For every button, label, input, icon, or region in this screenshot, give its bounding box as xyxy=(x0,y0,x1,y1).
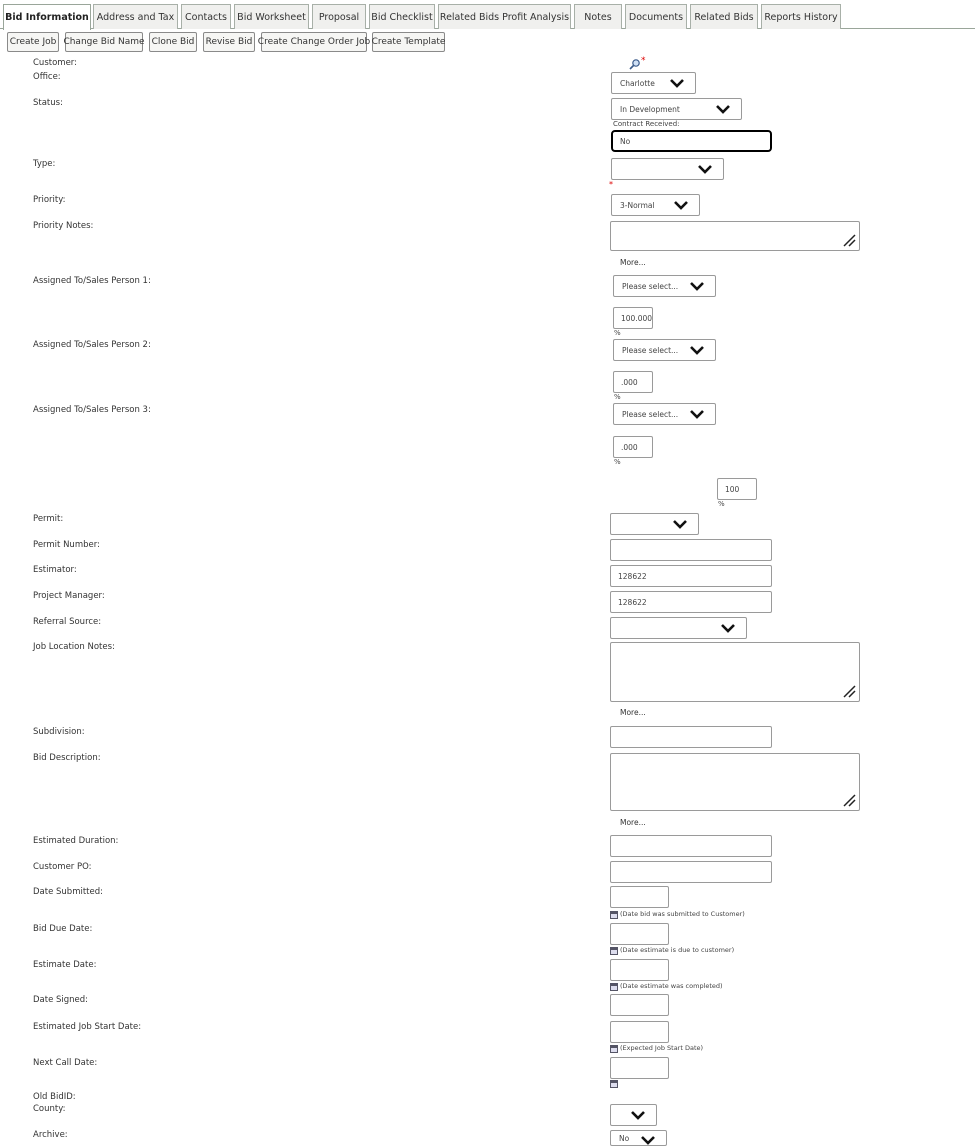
create-change-order-job-button[interactable]: Create Change Order Job xyxy=(261,32,367,52)
bid-due-date-label: Bid Due Date: xyxy=(33,924,93,934)
archive-select[interactable] xyxy=(610,1130,667,1146)
tab-bid-information[interactable]: Bid Information xyxy=(3,4,91,30)
sales-person-3-percent: .000 xyxy=(621,442,638,452)
sales-person-1-percent-input[interactable] xyxy=(613,307,653,329)
sales-person-2-percent: .000 xyxy=(621,377,638,387)
create-template-button[interactable]: Create Template xyxy=(372,32,445,52)
status-value: In Development xyxy=(620,104,680,114)
tab-related-bids-profit-analysis[interactable]: Related Bids Profit Analysis xyxy=(438,4,571,29)
estimator-input[interactable] xyxy=(610,565,772,587)
contract-received-value: No xyxy=(620,136,631,146)
tab-bar xyxy=(0,3,975,29)
old-bidid-label: Old BidID: xyxy=(33,1092,76,1102)
chevron-down-icon xyxy=(669,76,685,90)
priority-notes-textarea[interactable] xyxy=(610,221,860,251)
estimate-date-hint: (Date estimate was completed) xyxy=(620,982,723,990)
contract-received-input[interactable] xyxy=(611,130,772,152)
date-signed-label: Date Signed: xyxy=(33,995,89,1005)
more-link[interactable]: More... xyxy=(620,258,646,267)
contract-received-label: Contract Received: xyxy=(613,120,680,128)
sales-person-1-select[interactable] xyxy=(613,275,716,297)
customer-po-label: Customer PO: xyxy=(33,862,92,872)
resize-grip-icon[interactable] xyxy=(842,684,856,698)
tab-proposal[interactable]: Proposal xyxy=(312,4,366,29)
tab-related-bids[interactable]: Related Bids xyxy=(690,4,758,29)
calendar-icon[interactable] xyxy=(610,983,618,991)
tab-contacts[interactable]: Contacts xyxy=(181,4,231,29)
more-link[interactable]: More... xyxy=(620,708,646,717)
archive-label: Archive: xyxy=(33,1130,68,1140)
priority-notes-label: Priority Notes: xyxy=(33,221,94,231)
estimated-duration-input[interactable] xyxy=(610,835,772,857)
office-value: Charlotte xyxy=(620,78,655,88)
change-bid-name-button[interactable]: Change Bid Name xyxy=(65,32,143,52)
tab-address-and-tax[interactable]: Address and Tax xyxy=(93,4,178,29)
sales-person-2-label: Assigned To/Sales Person 2: xyxy=(33,340,151,350)
more-link[interactable]: More... xyxy=(620,818,646,827)
estimated-job-start-date-hint: (Expected Job Start Date) xyxy=(620,1044,704,1052)
estimator-label: Estimator: xyxy=(33,565,77,575)
sales-person-2-percent-input[interactable] xyxy=(613,371,653,393)
county-label: County: xyxy=(33,1104,66,1114)
subdivision-label: Subdivision: xyxy=(33,727,85,737)
county-select[interactable] xyxy=(610,1104,657,1126)
total-percent-input[interactable] xyxy=(717,478,757,500)
priority-select[interactable] xyxy=(611,194,700,216)
chevron-down-icon xyxy=(720,621,736,635)
permit-label: Permit: xyxy=(33,514,64,524)
project-manager-input[interactable] xyxy=(610,591,772,613)
status-select[interactable] xyxy=(611,98,742,120)
bid-description-textarea[interactable] xyxy=(610,753,860,811)
estimate-date-label: Estimate Date: xyxy=(33,960,97,970)
calendar-icon[interactable] xyxy=(610,1045,618,1053)
date-submitted-input[interactable] xyxy=(610,886,669,908)
chevron-down-icon xyxy=(697,162,713,176)
priority-label: Priority: xyxy=(33,195,66,205)
calendar-icon[interactable] xyxy=(610,1080,618,1088)
sales-person-2-select[interactable] xyxy=(613,339,716,361)
estimated-duration-label: Estimated Duration: xyxy=(33,836,119,846)
priority-value: 3-Normal xyxy=(620,200,655,210)
percent-sign: % xyxy=(614,329,621,337)
required-marker: * xyxy=(609,180,613,189)
revise-bid-button[interactable]: Revise Bid xyxy=(203,32,255,52)
permit-number-input[interactable] xyxy=(610,539,772,561)
archive-value: No xyxy=(619,1133,630,1143)
project-manager-value: 128622 xyxy=(618,597,647,607)
chevron-down-icon xyxy=(672,517,688,531)
chevron-down-icon xyxy=(689,343,705,357)
sales-person-2-value: Please select... xyxy=(622,345,679,355)
date-submitted-label: Date Submitted: xyxy=(33,887,103,897)
chevron-down-icon xyxy=(715,102,731,116)
percent-sign: % xyxy=(614,458,621,466)
estimated-job-start-date-label: Estimated Job Start Date: xyxy=(33,1022,142,1032)
sales-person-3-select[interactable] xyxy=(613,403,716,425)
estimator-value: 128622 xyxy=(618,571,647,581)
referral-source-select[interactable] xyxy=(610,617,747,639)
next-call-date-label: Next Call Date: xyxy=(33,1058,98,1068)
sales-person-3-label: Assigned To/Sales Person 3: xyxy=(33,405,151,415)
bid-due-date-hint: (Date estimate is due to customer) xyxy=(620,946,735,954)
subdivision-input[interactable] xyxy=(610,726,772,748)
chevron-down-icon xyxy=(630,1108,646,1122)
office-select[interactable] xyxy=(611,72,696,94)
type-label: Type: xyxy=(33,159,56,169)
percent-sign: % xyxy=(614,393,621,401)
job-location-notes-textarea[interactable] xyxy=(610,642,860,702)
customer-po-input[interactable] xyxy=(610,861,772,883)
bid-description-label: Bid Description: xyxy=(33,753,101,763)
office-label: Office: xyxy=(33,72,61,82)
estimate-date-input[interactable] xyxy=(610,959,669,981)
bid-due-date-input[interactable] xyxy=(610,923,669,945)
project-manager-label: Project Manager: xyxy=(33,591,105,601)
calendar-icon[interactable] xyxy=(610,947,618,955)
sales-person-3-value: Please select... xyxy=(622,409,679,419)
date-submitted-hint: (Date bid was submitted to Customer) xyxy=(620,910,745,918)
create-job-button[interactable]: Create Job xyxy=(7,32,59,52)
sales-person-3-percent-input[interactable] xyxy=(613,436,653,458)
type-select[interactable] xyxy=(611,158,724,180)
job-location-notes-label: Job Location Notes: xyxy=(33,642,115,652)
required-marker: * xyxy=(641,56,646,66)
sales-person-1-value: Please select... xyxy=(622,281,679,291)
chevron-down-icon xyxy=(689,279,705,293)
sales-person-1-label: Assigned To/Sales Person 1: xyxy=(33,276,151,286)
sales-person-1-percent: 100.000 xyxy=(621,313,653,323)
date-signed-input[interactable] xyxy=(610,994,669,1016)
permit-number-label: Permit Number: xyxy=(33,540,100,550)
tab-bid-checklist[interactable]: Bid Checklist xyxy=(369,4,435,29)
resize-grip-icon[interactable] xyxy=(842,793,856,807)
magnifier-icon[interactable] xyxy=(629,58,641,70)
customer-label: Customer: xyxy=(33,58,78,68)
chevron-down-icon xyxy=(673,198,689,212)
status-label: Status: xyxy=(33,98,63,108)
tab-reports-history[interactable]: Reports History xyxy=(761,4,841,29)
clone-bid-button[interactable]: Clone Bid xyxy=(149,32,197,52)
tab-documents[interactable]: Documents xyxy=(625,4,687,29)
referral-source-label: Referral Source: xyxy=(33,617,102,627)
tab-bid-worksheet[interactable]: Bid Worksheet xyxy=(234,4,309,29)
tab-notes[interactable]: Notes xyxy=(574,4,622,29)
total-percent: 100 xyxy=(725,484,740,494)
chevron-down-icon xyxy=(640,1133,656,1147)
resize-grip-icon[interactable] xyxy=(842,233,856,247)
estimated-job-start-date-input[interactable] xyxy=(610,1021,669,1043)
next-call-date-input[interactable] xyxy=(610,1057,669,1079)
chevron-down-icon xyxy=(689,407,705,421)
permit-select[interactable] xyxy=(610,513,699,535)
calendar-icon[interactable] xyxy=(610,911,618,919)
percent-sign: % xyxy=(718,500,725,508)
